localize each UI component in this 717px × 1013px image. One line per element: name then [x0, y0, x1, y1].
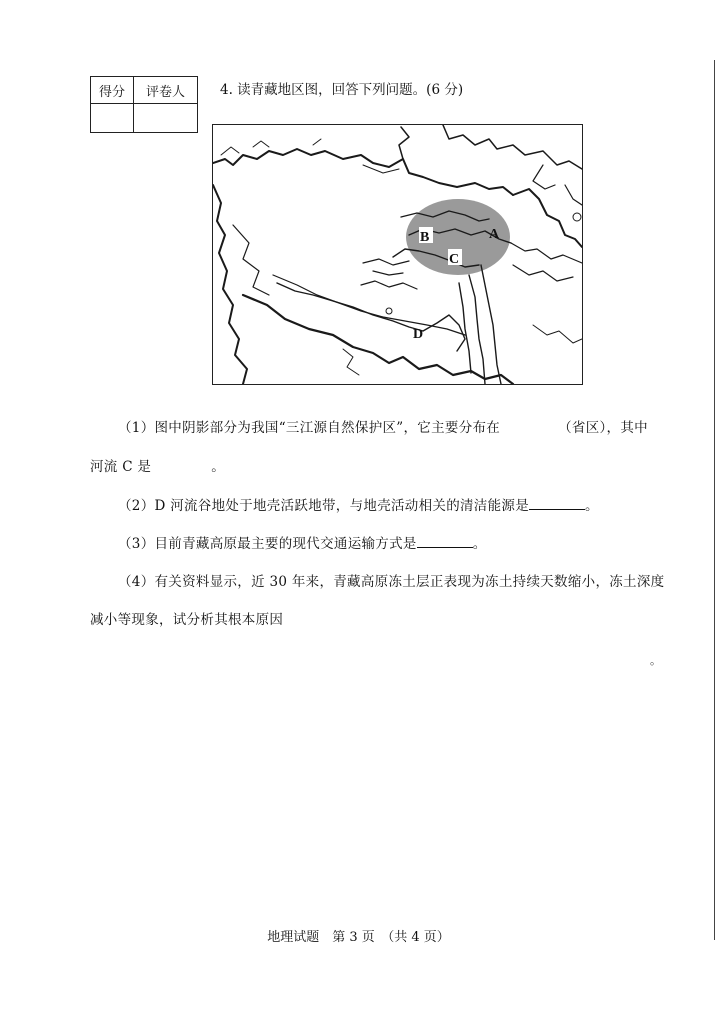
q3-blank[interactable] — [417, 535, 473, 548]
page-footer: 地理试题 第 3 页 （共 4 页） — [267, 930, 450, 945]
score-header: 得分 — [91, 77, 134, 104]
q3-text: （3）目前青藏高原最主要的现代交通运输方式是 — [118, 536, 417, 552]
grader-cell[interactable] — [134, 104, 198, 133]
detail-line-2 — [343, 349, 359, 375]
q1-river-c-text: 河流 C 是 — [90, 459, 152, 475]
grader-header: 评卷人 — [134, 77, 198, 104]
q4-line2: 减小等现象，试分析其根本原因 — [90, 612, 284, 628]
question-title: 4. 读青藏地区图，回答下列问题。(6 分) — [220, 82, 464, 98]
tributary-3 — [373, 271, 403, 275]
label-c: C — [449, 252, 460, 267]
east-river-2 — [513, 265, 573, 281]
q2-line — [118, 494, 599, 514]
label-a: A — [489, 227, 500, 242]
detail-line-4 — [363, 165, 399, 173]
western-border — [213, 185, 247, 384]
score-cell[interactable] — [91, 104, 134, 133]
tributary-1 — [363, 259, 409, 265]
top-border — [399, 125, 582, 169]
river-d — [277, 283, 465, 351]
score-table — [90, 76, 198, 133]
label-b: B — [420, 230, 430, 245]
q4-line1: （4）有关资料显示，近 30 年来，青藏高原冻土层正表现为冻土持续天数缩小，冻土深度 — [118, 574, 665, 590]
east-line — [533, 165, 582, 205]
q1-text: （1）图中阴影部分为我国“三江源自然保护区”，它主要分布在 — [118, 420, 501, 436]
q4-end-mark: 。 — [650, 654, 661, 667]
label-d: D — [413, 327, 424, 342]
east-river — [511, 243, 582, 263]
q1-province-note: （省区），其中 — [558, 420, 648, 436]
q1-end: 。 — [211, 459, 226, 475]
q1-line1 — [118, 416, 648, 436]
q3-end: 。 — [472, 536, 487, 552]
lake-2 — [573, 213, 581, 221]
northern-border — [213, 149, 513, 195]
q2-text: （2）D 河流谷地处于地壳活跃地带，与地壳活动相关的清洁能源是 — [118, 498, 530, 514]
tributary-2 — [361, 281, 417, 289]
q2-blank[interactable] — [529, 497, 585, 510]
west-inner — [233, 225, 269, 295]
detail-line-3 — [533, 325, 582, 343]
lake-1 — [386, 308, 392, 314]
q3-line — [118, 532, 487, 552]
q2-end: 。 — [585, 498, 599, 514]
tibet-map — [212, 124, 583, 385]
southern-border — [243, 295, 513, 384]
map-lines — [213, 125, 582, 384]
map-svg — [213, 125, 582, 384]
page-right-rule — [714, 60, 715, 940]
q1-line2 — [90, 455, 225, 475]
river-south-2 — [469, 275, 485, 384]
